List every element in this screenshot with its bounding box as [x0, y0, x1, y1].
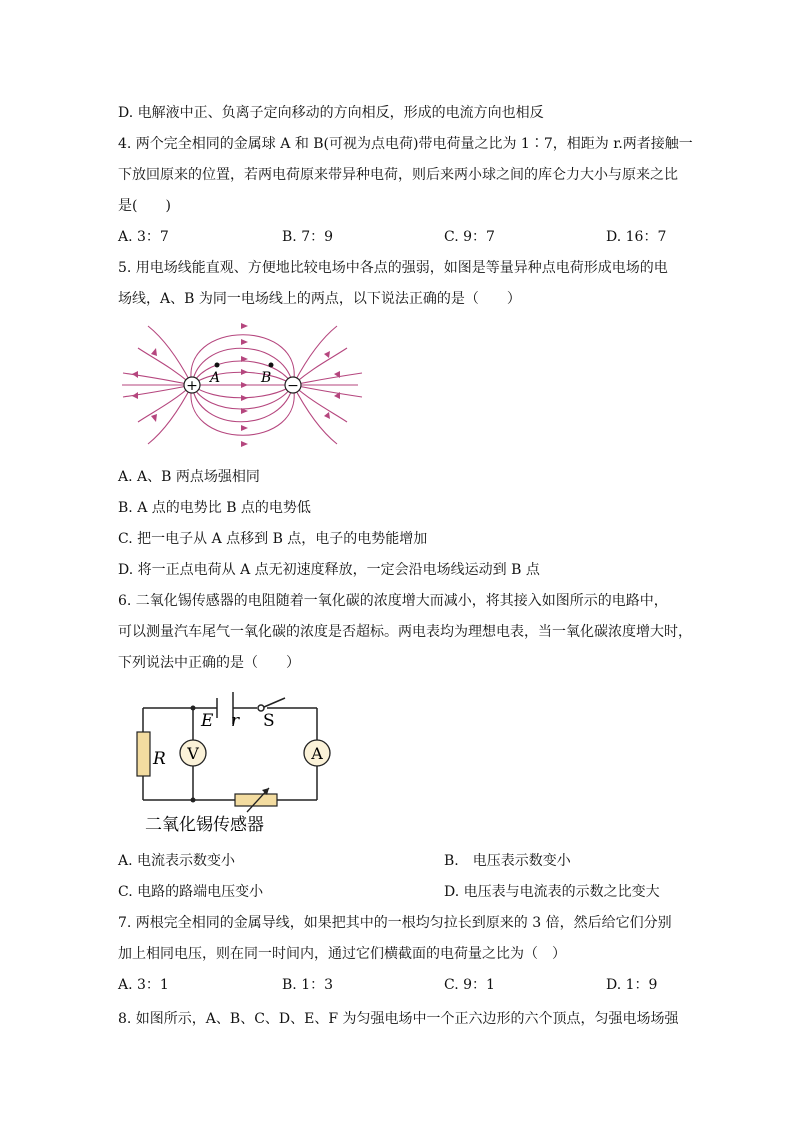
q7-option-b: B. 1：3 — [282, 977, 334, 993]
q4-option-a: A. 3：7 — [118, 229, 169, 245]
q4-option-d: D. 16：7 — [606, 229, 667, 245]
q6-option-b: B. 电压表示数变小 — [444, 853, 571, 869]
sensor-caption: 二氧化锡传感器 — [145, 815, 264, 835]
resistor-r — [137, 732, 150, 776]
q6-option-a: A. 电流表示数变小 — [118, 853, 236, 869]
q4-stem-line-1: 4. 两个完全相同的金属球 A 和 B(可视为点电荷)带电荷量之比为 1∶7，相距为 r.两者接触一 — [118, 136, 693, 152]
q6-stem-line-2: 可以测量汽车尾气一氧化碳的浓度是否超标。两电表均为理想电表，当一氧化碳浓度增大时， — [118, 624, 692, 640]
q6-option-c: C. 电路的路端电压变小 — [118, 884, 264, 900]
q8-stem-line-1: 8. 如图所示，A、B、C、D、E、F 为匀强电场中一个正六边形的六个顶点，匀强电场场强 — [118, 1011, 679, 1027]
sensor-resistor — [235, 794, 277, 806]
q4-stem-line-3: 是( ) — [118, 198, 171, 214]
q6-stem-line-3: 下列说法中正确的是（ ） — [118, 655, 300, 671]
q4-option-c: C. 9：7 — [444, 229, 495, 245]
positive-charge-label: + — [186, 378, 198, 394]
switch-label: S — [263, 711, 275, 731]
q7-option-c: C. 9：1 — [444, 977, 495, 993]
point-a-label: A — [210, 370, 221, 386]
internal-resistance-label: r — [231, 711, 240, 731]
emf-label: E — [201, 711, 214, 731]
ammeter-label: A — [311, 744, 323, 763]
q6-option-d: D. 电压表与电流表的示数之比变大 — [444, 884, 660, 900]
q7-option-d: D. 1：9 — [606, 977, 658, 993]
circuit-diagram — [135, 688, 335, 838]
q3-option-d: D. 电解液中正、负离子定向移动的方向相反，形成的电流方向也相反 — [118, 105, 544, 121]
q6-stem-line-1: 6. 二氧化锡传感器的电阻随着一氧化碳的浓度增大而减小，将其接入如图所示的电路中， — [118, 593, 668, 609]
q5-option-b: B. A 点的电势比 B 点的电势低 — [118, 500, 311, 516]
q5-option-a: A. A、B 两点场强相同 — [118, 469, 260, 485]
q4-stem-line-2: 下放回原来的位置，若两电荷原来带异种电荷，则后来两小球之间的库仑力大小与原来之比 — [118, 167, 678, 183]
q5-stem-line-2: 场线，A、B 为同一电场线上的两点，以下说法正确的是（ ） — [118, 291, 521, 307]
electric-field-diagram — [118, 318, 363, 453]
resistor-r-label: R — [153, 749, 166, 769]
negative-charge-label: − — [287, 378, 299, 394]
q4-option-b: B. 7：9 — [282, 229, 334, 245]
point-b-dot — [269, 363, 274, 368]
q7-stem-line-2: 加上相同电压，则在同一时间内，通过它们横截面的电荷量之比为（ ） — [118, 946, 566, 962]
q7-option-a: A. 3：1 — [118, 977, 169, 993]
voltmeter-label: V — [187, 744, 199, 763]
q5-stem-line-1: 5. 用电场线能直观、方便地比较电场中各点的强弱，如图是等量异种点电荷形成电场的电 — [118, 260, 668, 276]
point-a-dot — [215, 363, 220, 368]
q5-option-d: D. 将一正点电荷从 A 点无初速度释放，一定会沿电场线运动到 B 点 — [118, 562, 540, 578]
point-b-label: B — [261, 370, 272, 386]
q7-stem-line-1: 7. 两根完全相同的金属导线，如果把其中的一根均匀拉长到原来的 3 倍，然后给它们分别 — [118, 915, 672, 931]
q5-option-c: C. 把一电子从 A 点移到 B 点，电子的电势能增加 — [118, 531, 428, 547]
